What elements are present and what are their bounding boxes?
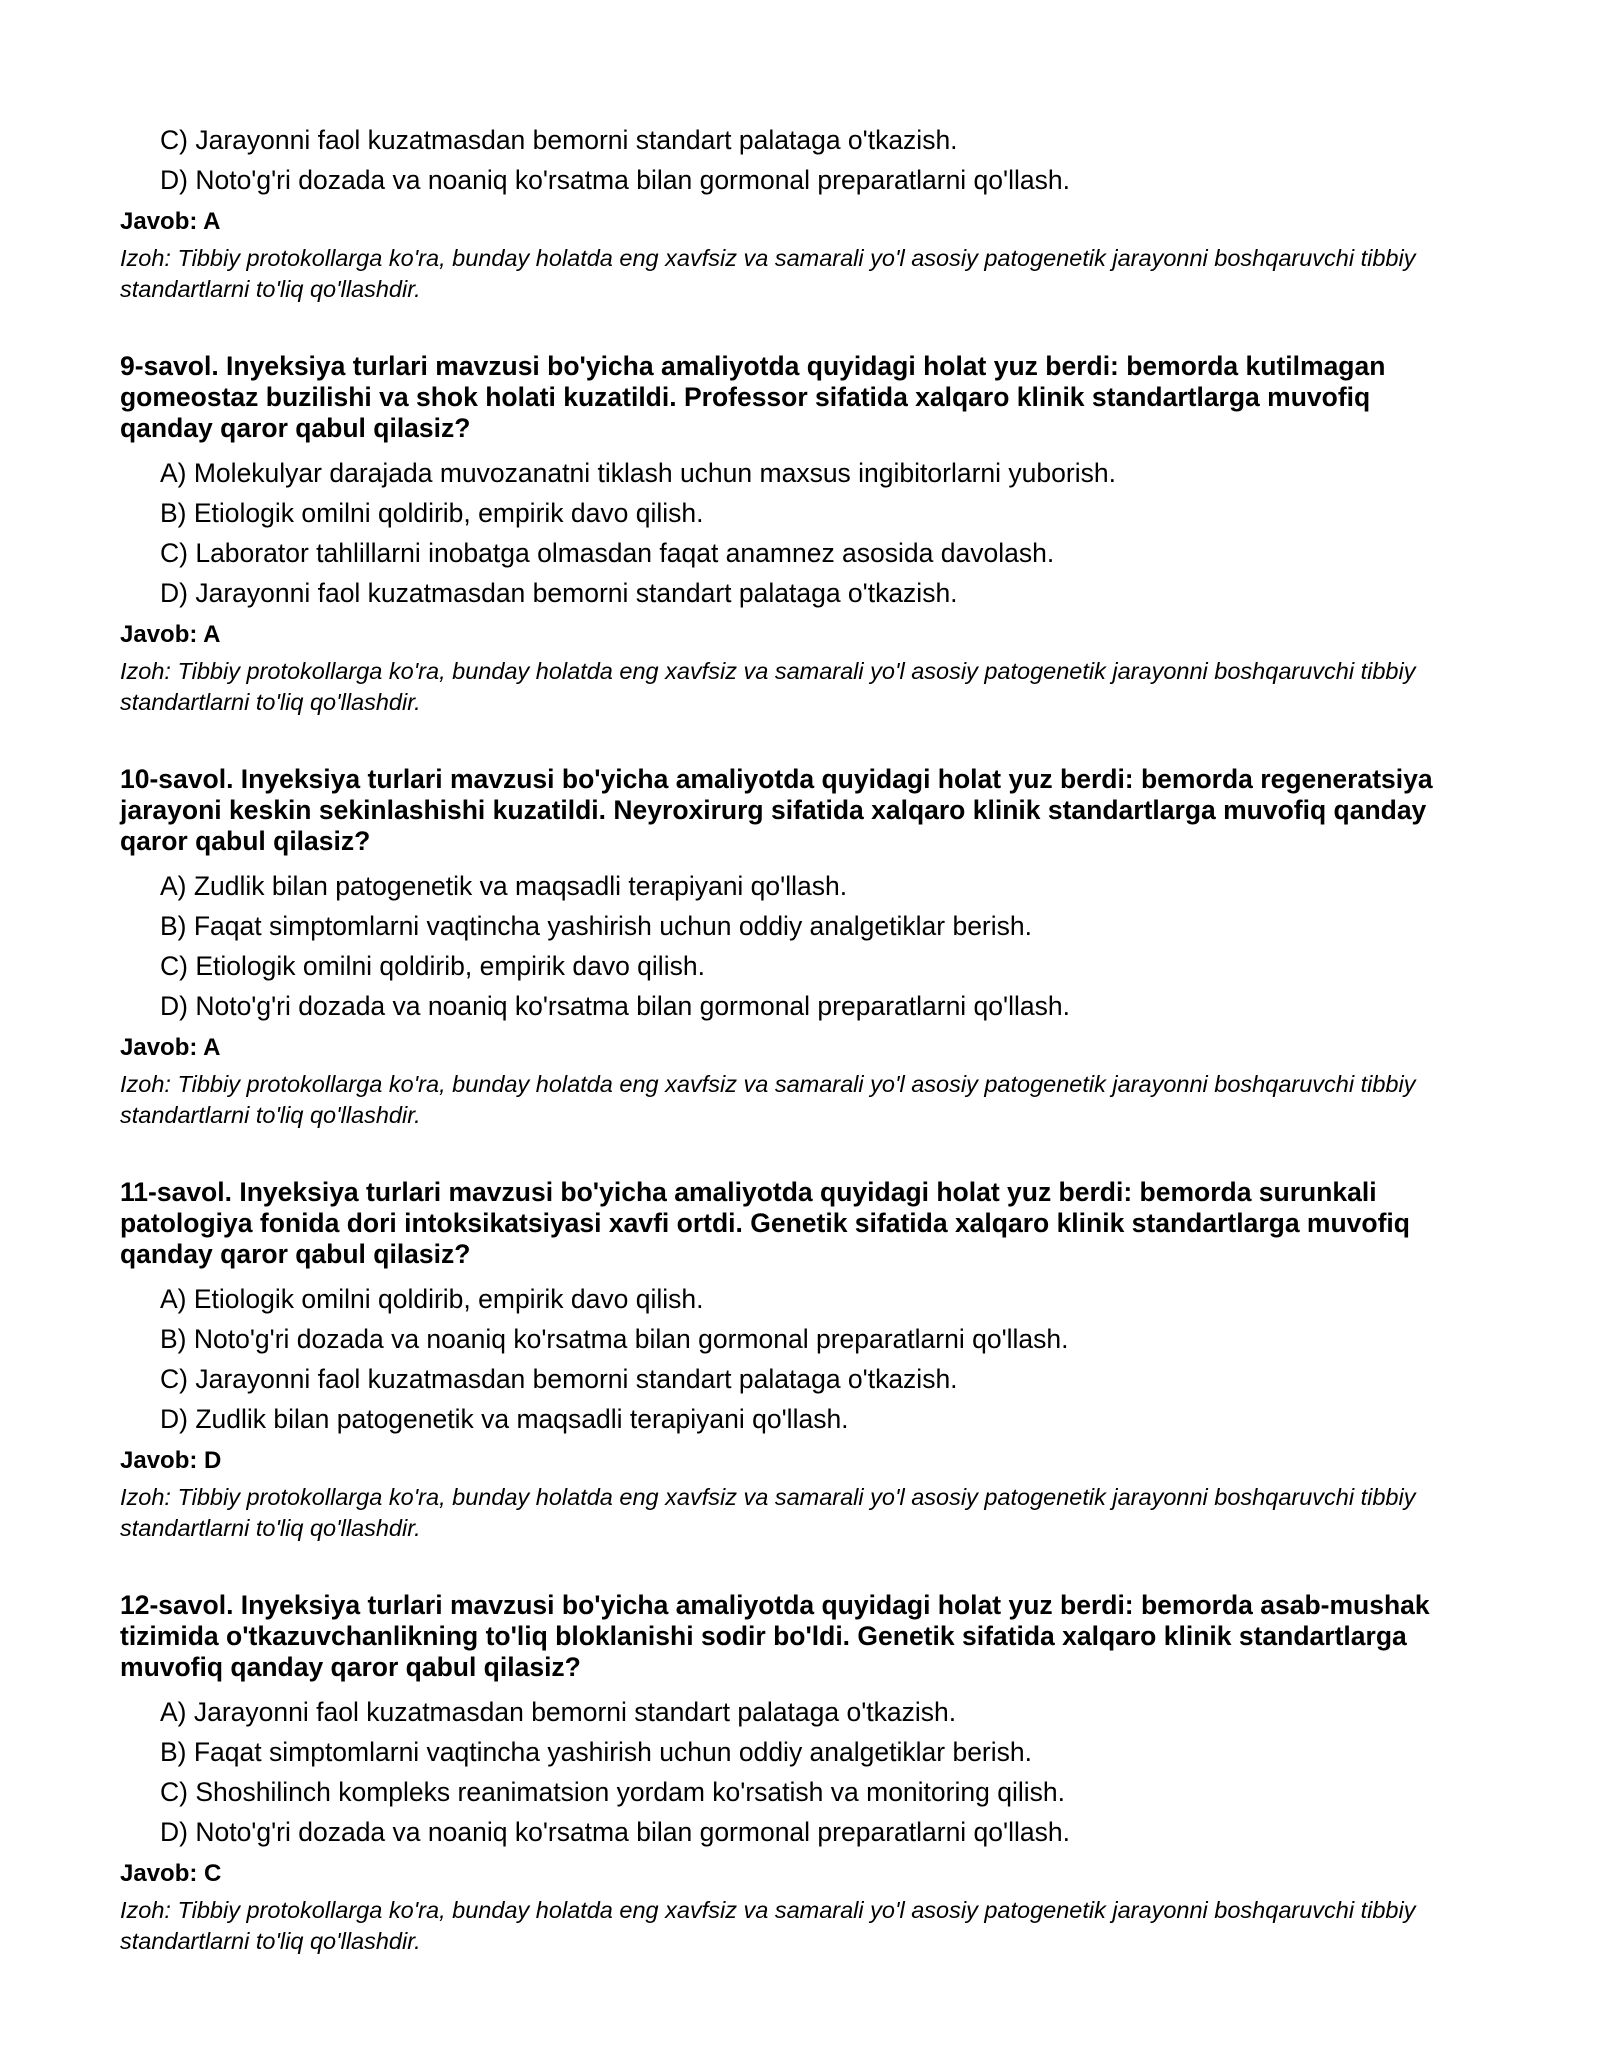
question-text: 12-savol. Inyeksiya turlari mavzusi bo'yicha amaliyotda quyidagi holat yuz berdi: bemorda asab-mushak tizimida o'tkazuvchanlikning to'liq bloklanishi sodir bo'ldi. Genetik sifatida xalqaro klinik standartlarga muvofiq qanday qaror qabul qilasiz? — [120, 1590, 1430, 1682]
explanation: Izoh: Tibbiy protokollarga ko'ra, bunday holatda eng xavfsiz va samarali yo'l asosiy patogenetik jarayonni boshqaruvchi tibbiy standartlarni to'liq qo'llashdir. — [120, 1071, 1416, 1128]
option-c: C) Etiologik omilni qoldirib, empirik davo qilish. — [160, 951, 705, 981]
option-d: D) Jarayonni faol kuzatmasdan bemorni standart palataga o'tkazish. — [160, 578, 958, 608]
option-c: C) Shoshilinch kompleks reanimatsion yordam ko'rsatish va monitoring qilish. — [160, 1777, 1065, 1807]
option-d: D) Noto'g'ri dozada va noaniq ko'rsatma bilan gormonal preparatlarni qo'llash. — [160, 1817, 1070, 1847]
explanation: Izoh: Tibbiy protokollarga ko'ra, bunday holatda eng xavfsiz va samarali yo'l asosiy patogenetik jarayonni boshqaruvchi tibbiy standartlarni to'liq qo'llashdir. — [120, 245, 1416, 302]
option-b: B) Faqat simptomlarni vaqtincha yashirish uchun oddiy analgetiklar berish. — [160, 1737, 1032, 1767]
option-b: B) Faqat simptomlarni vaqtincha yashirish uchun oddiy analgetiklar berish. — [160, 911, 1032, 941]
option-a: A) Molekulyar darajada muvozanatni tiklash uchun maxsus ingibitorlarni yuborish. — [160, 458, 1116, 488]
option-d: D) Zudlik bilan patogenetik va maqsadli terapiyani qo'llash. — [160, 1404, 849, 1434]
options-list — [120, 453, 1460, 613]
options-list — [120, 1279, 1460, 1439]
answer: Javob: D — [120, 1447, 222, 1474]
options-list — [120, 866, 1460, 1026]
explanation: Izoh: Tibbiy protokollarga ko'ra, bunday holatda eng xavfsiz va samarali yo'l asosiy patogenetik jarayonni boshqaruvchi tibbiy standartlarni to'liq qo'llashdir. — [120, 1484, 1416, 1541]
explanation: Izoh: Tibbiy protokollarga ko'ra, bunday holatda eng xavfsiz va samarali yo'l asosiy patogenetik jarayonni boshqaruvchi tibbiy standartlarni to'liq qo'llashdir. — [120, 1897, 1416, 1954]
option-b: B) Noto'g'ri dozada va noaniq ko'rsatma bilan gormonal preparatlarni qo'llash. — [160, 1324, 1069, 1354]
question-8-continuation — [120, 120, 1460, 305]
document-page — [120, 120, 1460, 1957]
option-a: A) Zudlik bilan patogenetik va maqsadli terapiyani qo'llash. — [160, 871, 848, 901]
option-c: C) Jarayonni faol kuzatmasdan bemorni standart palataga o'tkazish. — [160, 125, 958, 155]
question-12 — [120, 1590, 1460, 1957]
option-c: C) Laborator tahlillarni inobatga olmasdan faqat anamnez asosida davolash. — [160, 538, 1055, 568]
question-10 — [120, 764, 1460, 1131]
answer: Javob: C — [120, 1860, 222, 1887]
answer: Javob: A — [120, 621, 221, 648]
option-a: A) Jarayonni faol kuzatmasdan bemorni standart palataga o'tkazish. — [160, 1697, 957, 1727]
option-d: D) Noto'g'ri dozada va noaniq ko'rsatma bilan gormonal preparatlarni qo'llash. — [160, 991, 1070, 1021]
question-9 — [120, 351, 1460, 718]
answer: Javob: A — [120, 1034, 221, 1061]
question-text: 9-savol. Inyeksiya turlari mavzusi bo'yicha amaliyotda quyidagi holat yuz berdi: bemorda kutilmagan gomeostaz buzilishi va shok holati kuzatildi. Professor sifatida xalqaro klinik standartlarga muvofiq qanday qaror qabul qilasiz? — [120, 351, 1386, 443]
options-list — [120, 1692, 1460, 1852]
options-list — [120, 120, 1460, 200]
option-a: A) Etiologik omilni qoldirib, empirik davo qilish. — [160, 1284, 704, 1314]
question-text: 11-savol. Inyeksiya turlari mavzusi bo'yicha amaliyotda quyidagi holat yuz berdi: bemorda surunkali patologiya fonida dori intoksikatsiyasi xavfi ortdi. Genetik sifatida xalqaro klinik standartlarga muvofiq qanday qaror qabul qilasiz? — [120, 1177, 1410, 1269]
option-d: D) Noto'g'ri dozada va noaniq ko'rsatma bilan gormonal preparatlarni qo'llash. — [160, 165, 1070, 195]
answer: Javob: A — [120, 208, 221, 235]
question-11 — [120, 1177, 1460, 1544]
option-c: C) Jarayonni faol kuzatmasdan bemorni standart palataga o'tkazish. — [160, 1364, 958, 1394]
explanation: Izoh: Tibbiy protokollarga ko'ra, bunday holatda eng xavfsiz va samarali yo'l asosiy patogenetik jarayonni boshqaruvchi tibbiy standartlarni to'liq qo'llashdir. — [120, 658, 1416, 715]
question-text: 10-savol. Inyeksiya turlari mavzusi bo'yicha amaliyotda quyidagi holat yuz berdi: bemorda regeneratsiya jarayoni keskin sekinlashishi kuzatildi. Neyroxirurg sifatida xalqaro klinik standartlarga muvofiq qanday qaror qabul qilasiz? — [120, 764, 1433, 856]
option-b: B) Etiologik omilni qoldirib, empirik davo qilish. — [160, 498, 704, 528]
